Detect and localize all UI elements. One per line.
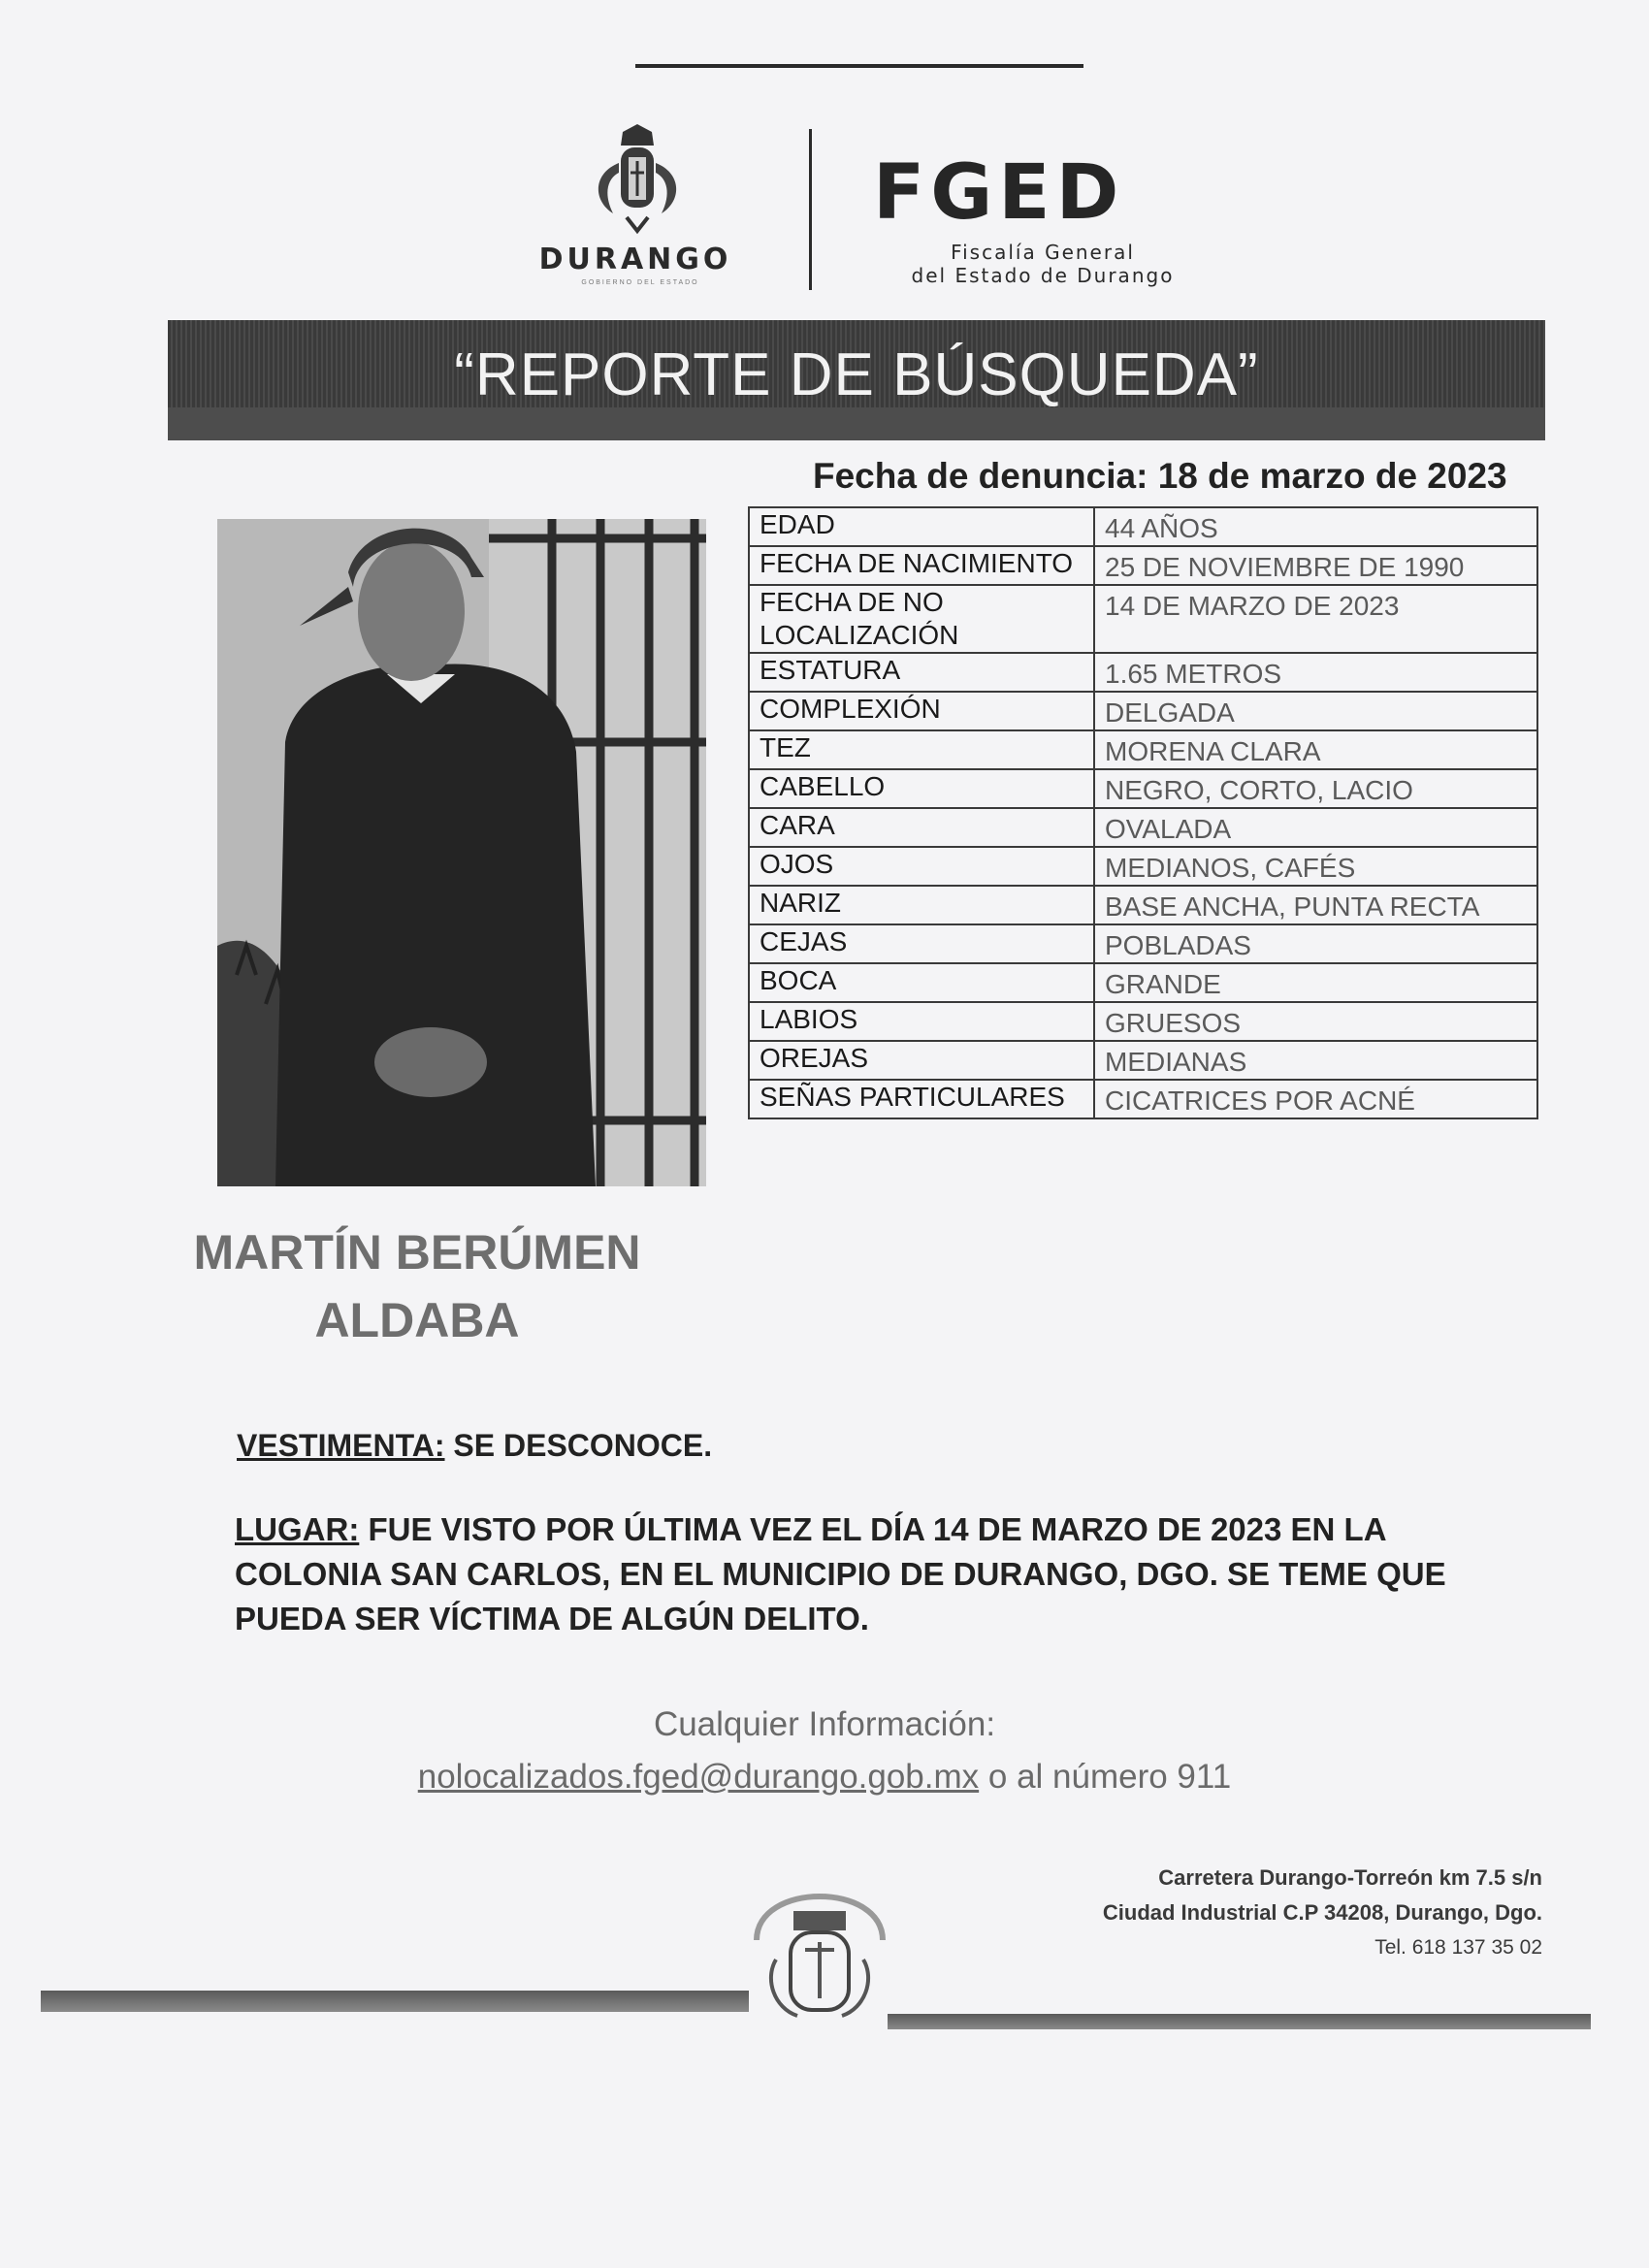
table-row [749, 546, 1537, 585]
table-row [749, 507, 1537, 546]
phone-line: Tel. 618 137 35 02 [1374, 1936, 1542, 1959]
row-label: NARIZ [749, 886, 1094, 924]
row-value: NEGRO, CORTO, LACIO [1094, 769, 1537, 808]
footer-bar-right [888, 2014, 1591, 2029]
row-value: 44 AÑOS [1094, 507, 1537, 546]
footer-bar-left [41, 1991, 749, 2012]
table-row [749, 653, 1537, 692]
durango-wordmark: DURANGO [538, 243, 732, 276]
table-row [749, 769, 1537, 808]
person-name-line-2: ALDABA [314, 1293, 520, 1347]
row-label: ESTATURA [749, 653, 1094, 692]
row-value: GRUESOS [1094, 1002, 1537, 1041]
row-label: COMPLEXIÓN [749, 692, 1094, 730]
contact-phone-text: o al número 911 [979, 1758, 1232, 1796]
fged-wordmark: FGED [873, 149, 1125, 237]
row-label: FECHA DE NO LOCALIZACIÓN [749, 585, 1094, 653]
row-label: CABELLO [749, 769, 1094, 808]
clothing-text: SE DESCONOCE. [444, 1428, 713, 1463]
table-row [749, 692, 1537, 730]
row-value: 1.65 METROS [1094, 653, 1537, 692]
contact-line [194, 1758, 1455, 1797]
row-label: EDAD [749, 507, 1094, 546]
row-value: MEDIANAS [1094, 1041, 1537, 1080]
table-row [749, 808, 1537, 847]
footer-seal-icon [747, 1853, 892, 2027]
row-value: 14 DE MARZO DE 2023 [1094, 585, 1537, 653]
row-value: 25 DE NOVIEMBRE DE 1990 [1094, 546, 1537, 585]
person-name-line-1: MARTÍN BERÚMEN [193, 1225, 641, 1280]
report-title: “REPORTE DE BÚSQUEDA” [454, 341, 1259, 408]
clothing-label: VESTIMENTA: [237, 1428, 445, 1463]
row-label: CARA [749, 808, 1094, 847]
durango-subtitle: GOBIERNO DEL ESTADO [581, 279, 699, 286]
missing-person-photo [217, 519, 706, 1186]
person-name [146, 1218, 689, 1354]
title-banner [168, 320, 1545, 440]
table-row [749, 847, 1537, 886]
table-row [749, 1080, 1537, 1118]
photo-illustration [217, 519, 706, 1186]
fged-subtitle [873, 241, 1212, 287]
contact-heading: Cualquier Información: [653, 1705, 996, 1743]
row-label: BOCA [749, 963, 1094, 1002]
row-value: BASE ANCHA, PUNTA RECTA [1094, 886, 1537, 924]
row-label: OREJAS [749, 1041, 1094, 1080]
row-value: DELGADA [1094, 692, 1537, 730]
fged-subtitle-line-1: Fiscalía General [951, 241, 1135, 264]
clothing-paragraph [237, 1428, 712, 1464]
fged-subtitle-line-2: del Estado de Durango [911, 264, 1175, 287]
table-row [749, 886, 1537, 924]
table-row [749, 1041, 1537, 1080]
row-value: CICATRICES POR ACNÉ [1094, 1080, 1537, 1118]
table-row [749, 730, 1537, 769]
row-value: OVALADA [1094, 808, 1537, 847]
place-paragraph [235, 1507, 1515, 1641]
row-value: MEDIANOS, CAFÉS [1094, 847, 1537, 886]
row-value: GRANDE [1094, 963, 1537, 1002]
address-line-2: Ciudad Industrial C.P 34208, Durango, Dgo. [1102, 1900, 1542, 1925]
table-row [749, 963, 1537, 1002]
contact-email-link[interactable]: nolocalizados.fged@durango.gob.mx [417, 1758, 980, 1796]
table-row [749, 1002, 1537, 1041]
durango-logo [504, 124, 766, 289]
title-banner-shade [168, 407, 1545, 440]
place-label: LUGAR: [235, 1511, 360, 1547]
row-value: POBLADAS [1094, 924, 1537, 963]
row-label: OJOS [749, 847, 1094, 886]
row-label: FECHA DE NACIMIENTO [749, 546, 1094, 585]
row-value: MORENA CLARA [1094, 730, 1537, 769]
top-rule [635, 64, 1083, 68]
description-table [748, 506, 1538, 1119]
table-row [749, 924, 1537, 963]
row-label: LABIOS [749, 1002, 1094, 1041]
row-label: CEJAS [749, 924, 1094, 963]
place-text: FUE VISTO POR ÚLTIMA VEZ EL DÍA 14 DE MARZO DE 2023 EN LA COLONIA SAN CARLOS, EN EL MUNICIPIO DE DURANGO, DGO. SE TEME QUE PUEDA SER VÍCTIMA DE ALGÚN DELITO. [235, 1511, 1446, 1636]
row-label: SEÑAS PARTICULARES [749, 1080, 1094, 1118]
table-row [749, 585, 1537, 653]
report-date: Fecha de denuncia: 18 de marzo de 2023 [813, 456, 1507, 496]
address-line-1: Carretera Durango-Torreón km 7.5 s/n [1158, 1865, 1542, 1890]
durango-emblem-icon [584, 124, 691, 236]
row-label: TEZ [749, 730, 1094, 769]
header-divider [809, 129, 812, 290]
